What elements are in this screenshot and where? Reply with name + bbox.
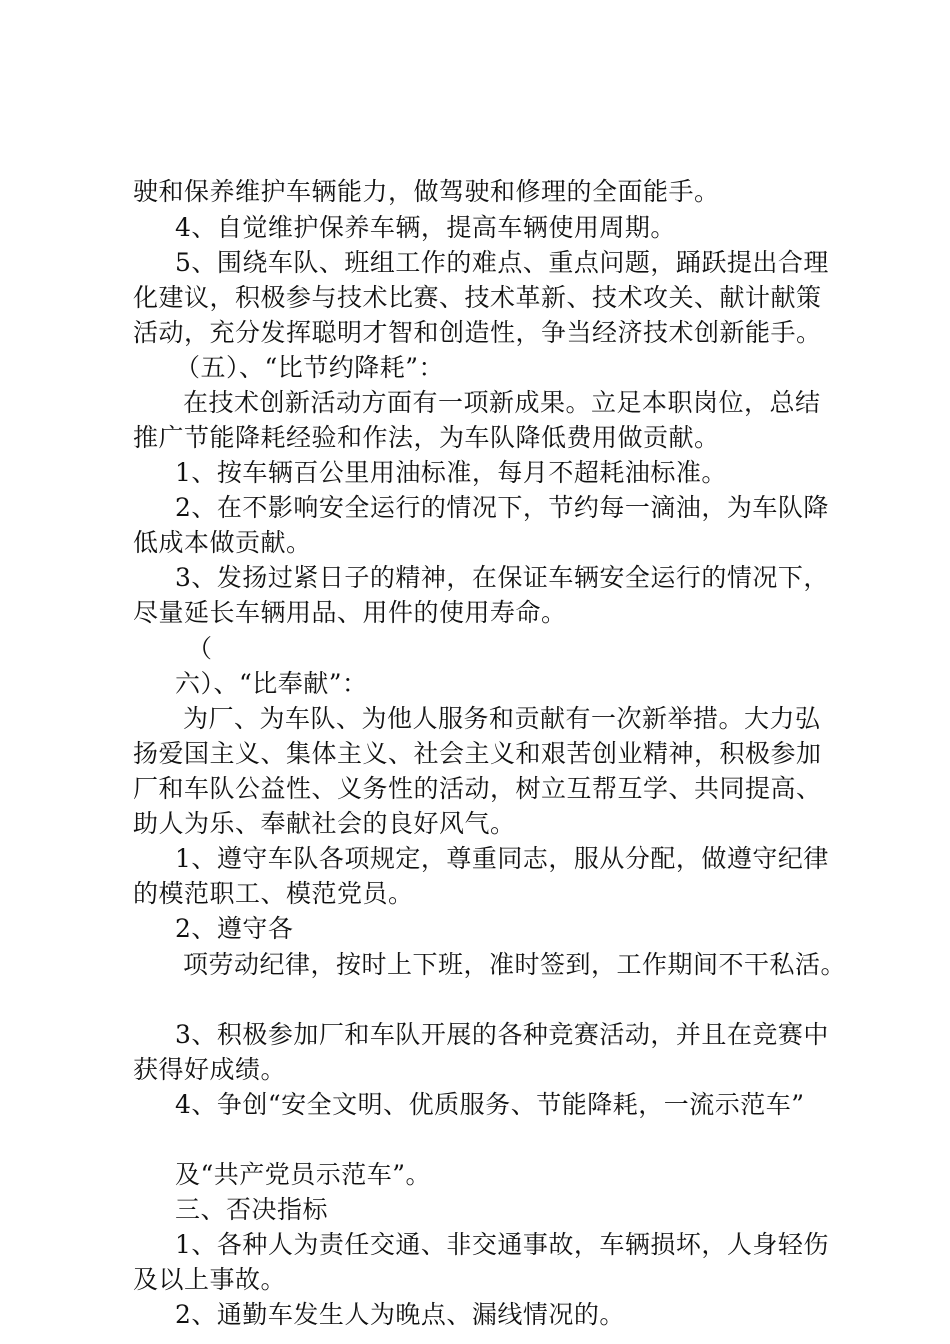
text-line: 活动，充分发挥聪明才智和创造性，争当经济技术创新能手。 bbox=[133, 318, 822, 347]
text-line: 的模范职工、模范党员。 bbox=[133, 879, 414, 908]
text-line: 1、按车辆百公里用油标准，每月不超耗油标准。 bbox=[175, 458, 727, 487]
text-line: 4、自觉维护保养车辆，提高车辆使用周期。 bbox=[175, 213, 676, 242]
text-line: 及以上事故。 bbox=[133, 1265, 287, 1294]
text-line: 化建议，积极参与技术比赛、技术革新、技术攻关、献计献策 bbox=[133, 283, 822, 312]
text-line: 项劳动纪律，按时上下班，准时签到，工作期间不干私活。 bbox=[183, 950, 847, 979]
text-line: 厂和车队公益性、义务性的活动，树立互帮互学、共同提高、 bbox=[133, 774, 822, 803]
text-line: 2、遵守各 bbox=[175, 914, 294, 943]
text-line: 5、围绕车队、班组工作的难点、重点问题，踊跃提出合理 bbox=[175, 248, 829, 277]
text-line: 低成本做贡献。 bbox=[133, 528, 312, 557]
text-line: 2、通勤车发生人为晚点、漏线情况的。 bbox=[175, 1300, 625, 1329]
text-line: 在技术创新活动方面有一项新成果。立足本职岗位，总结 bbox=[183, 388, 821, 417]
text-line: 3、发扬过紧日子的精神，在保证车辆安全运行的情况下， bbox=[175, 563, 829, 592]
section-heading: （五）、“比节约降耗”： bbox=[175, 353, 445, 382]
text-line: 3、积极参加厂和车队开展的各种竞赛活动，并且在竞赛中 bbox=[175, 1020, 829, 1049]
text-line: 助人为乐、奉献社会的良好风气。 bbox=[133, 809, 516, 838]
text-line: 推广节能降耗经验和作法，为车队降低费用做贡献。 bbox=[133, 423, 720, 452]
text-line: 驶和保养维护车辆能力，做驾驶和修理的全面能手。 bbox=[133, 177, 720, 206]
text-line: 1、遵守车队各项规定，尊重同志，服从分配，做遵守纪律 bbox=[175, 844, 829, 873]
text-line: 4、争创“安全文明、优质服务、节能降耗，一流示范车” bbox=[175, 1090, 805, 1119]
text-line: 1、各种人为责任交通、非交通事故，车辆损坏，人身轻伤 bbox=[175, 1230, 829, 1259]
text-line: 扬爱国主义、集体主义、社会主义和艰苦创业精神，积极参加 bbox=[133, 739, 822, 768]
section-heading: 六）、“比奉献”： bbox=[175, 669, 368, 698]
text-line: 尽量延长车辆用品、用件的使用寿命。 bbox=[133, 598, 567, 627]
text-line: 2、在不影响安全运行的情况下，节约每一滴油，为车队降 bbox=[175, 493, 829, 522]
text-line: 及“共产党员示范车”。 bbox=[175, 1160, 432, 1189]
section-heading: 三、否决指标 bbox=[175, 1195, 329, 1224]
text-line: （ bbox=[187, 634, 213, 663]
text-line: 获得好成绩。 bbox=[133, 1055, 287, 1084]
text-line: 为厂、为车队、为他人服务和贡献有一次新举措。大力弘 bbox=[183, 704, 821, 733]
